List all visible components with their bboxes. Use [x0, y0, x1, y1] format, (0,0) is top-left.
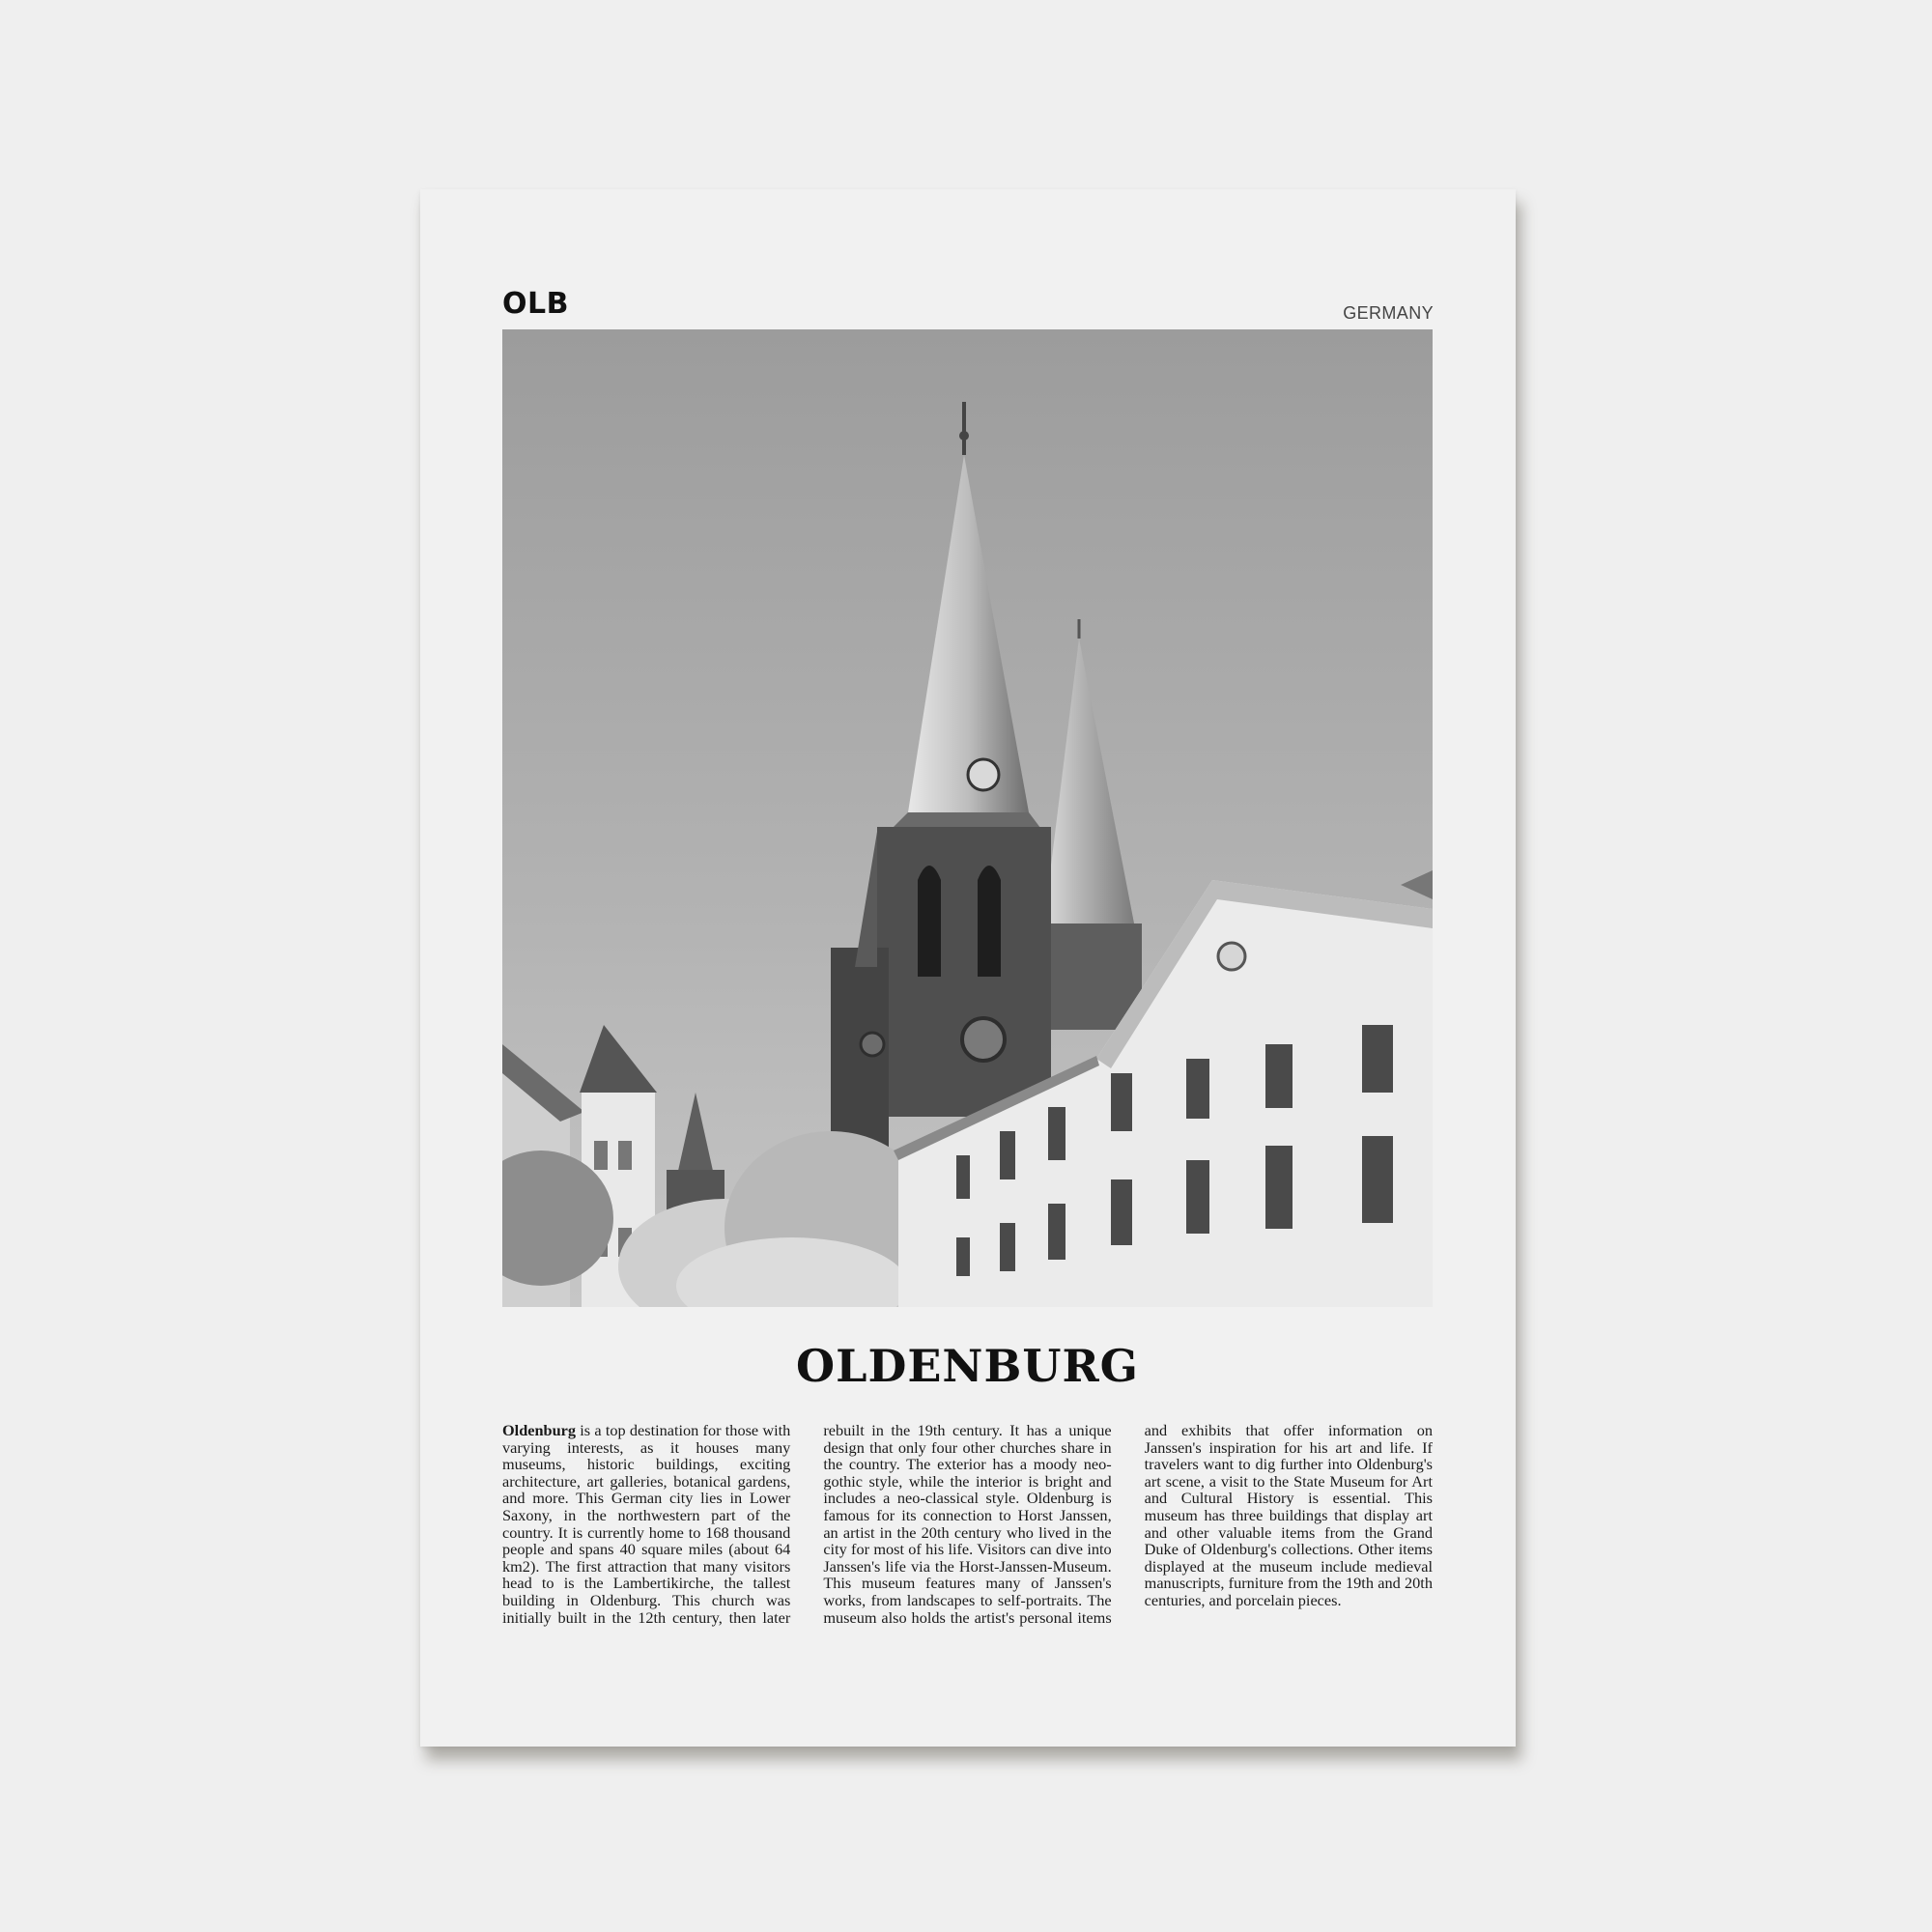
church-photo: [502, 329, 1433, 1307]
church-photo-illustration: [502, 329, 1433, 1307]
poster: [420, 189, 1516, 1747]
lead-word: Oldenburg: [502, 1421, 577, 1439]
city-code: OLB: [502, 287, 569, 321]
city-title: OLDENBURG: [796, 1340, 1139, 1392]
description-text: [502, 1422, 1433, 1642]
description-body: is a top destination for those with varying interests, as it houses many museums, historic buildings, exciting architecture, art galleries, botanical gardens, and more. This German city lies in Lower Saxony, in the northwestern part of the country. It is currently home to 168 thousand people and spans 40 square miles (about 64 km2). The first attraction that many visitors head to is the Lambertikirche, the tallest building in Oldenburg. This church was initially built in the 12th century, then later rebuilt in the 19th century. It has a unique design that only four other churches share in the country. The exterior has a moody neo-gothic style, while the interior is bright and includes a neo-classical style. Oldenburg is famous for its connection to Horst Janssen, an artist in the 20th century who lived in the city for most of his life. Visitors can dive into Janssen's life via the Horst-Janssen-Museum. This museum features many of Janssen's works, from landscapes to self-portraits. The museum also holds the artist's personal items and exhibits that offer information on Janssen's inspiration for his art and life. If travelers want to dig further into Oldenburg's art scene, a visit to the State Museum for Art and Cultural History is essential. This museum has three buildings that display art and other valuable items from the Grand Duke of Oldenburg's collections. Other items displayed at the museum include medieval manuscripts, furniture from the 19th and 20th centuries, and porcelain pieces.: [502, 1421, 1433, 1627]
country-label: GERMANY: [1343, 303, 1434, 323]
